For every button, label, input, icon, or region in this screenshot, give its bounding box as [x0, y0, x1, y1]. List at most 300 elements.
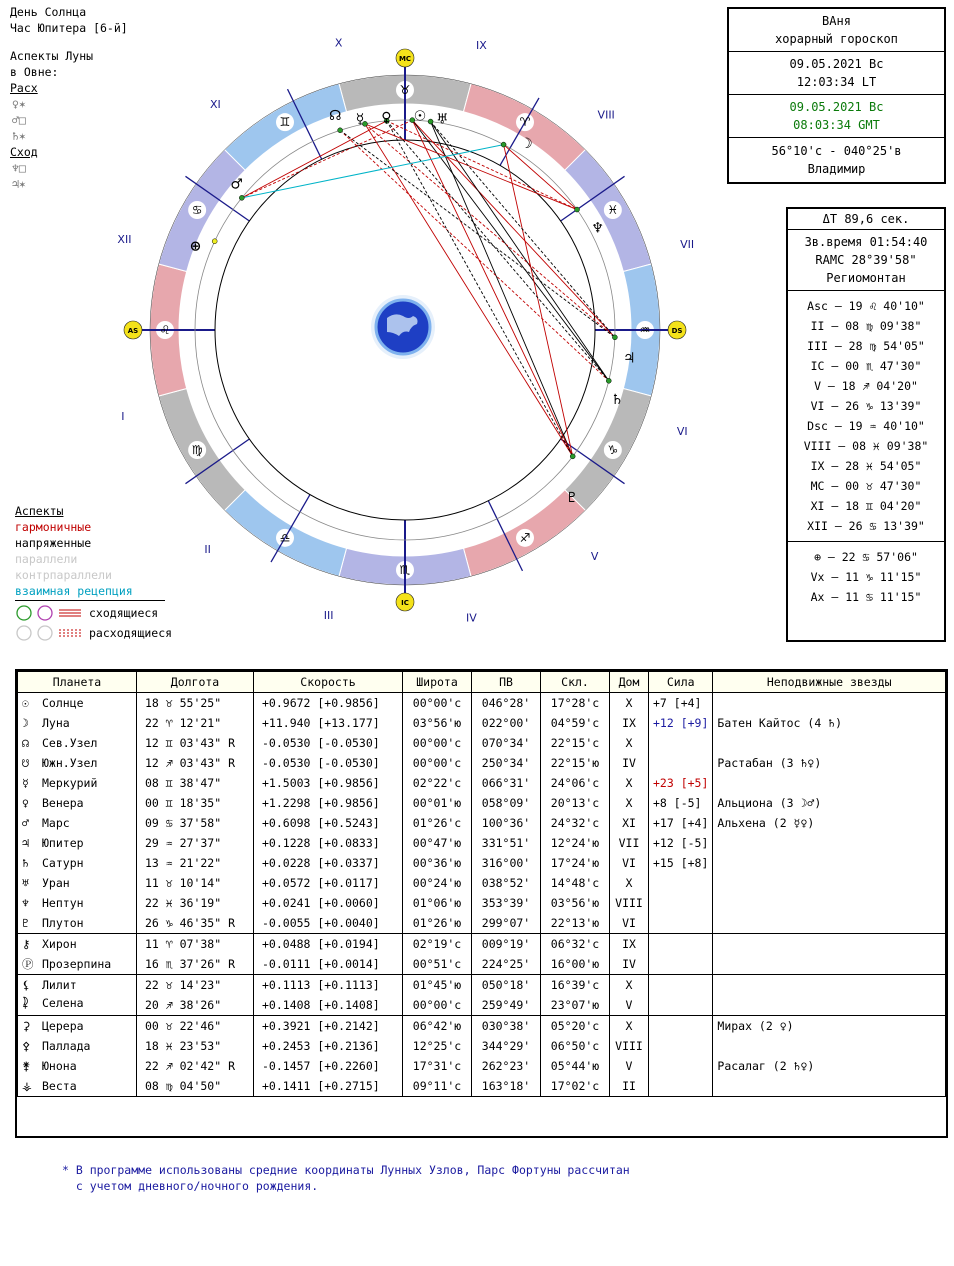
cell-force: [649, 893, 713, 913]
planet-name: Венера: [42, 796, 84, 810]
table-row: [18, 1016, 946, 1037]
planet-glyph-icon: ☿: [22, 776, 29, 790]
cell-lat: 01°26'ю: [403, 913, 472, 934]
col-fixed-stars: Неподвижные звезды: [713, 672, 946, 693]
cell-spd: -0.0530 [-0.0530]: [254, 733, 403, 753]
house-number: V: [590, 549, 599, 563]
cell-lat: 17°31'с: [403, 1056, 472, 1076]
cell-lat: 03°56'ю: [403, 713, 472, 733]
separating-title: Расх: [10, 81, 38, 95]
planet-name: Южн.Узел: [42, 756, 98, 770]
sign-glyph-icon: ♓: [607, 203, 619, 217]
cell-dec: 04°59'с: [541, 713, 610, 733]
sign-glyph-icon: ♒: [639, 323, 651, 337]
angle-label: MC: [398, 55, 412, 63]
cell-ra: 299°07': [472, 913, 541, 934]
table-row: [18, 893, 946, 913]
planet-glyph-icon: ⚴: [22, 1039, 31, 1053]
table-row: [18, 995, 946, 1016]
cell-lon: 26 ♑ 46'35" R: [137, 913, 254, 934]
table-row: [18, 853, 946, 873]
planet-glyph-icon: ♀: [381, 109, 392, 126]
fortune-row: ⊕ – 22 ♋ 57'06": [814, 550, 918, 564]
separating-item: ♂□: [12, 113, 26, 127]
planet-name: Сатурн: [42, 856, 84, 870]
planet-point: [212, 239, 217, 244]
cell-spd: +0.3921 [+0.2142]: [254, 1016, 403, 1037]
house-system: Региомонтан: [826, 271, 906, 285]
planet-point: [501, 142, 506, 147]
col-latitude: Широта: [403, 672, 472, 693]
planet-point: [570, 454, 575, 459]
planet-name: Хирон: [42, 937, 77, 951]
cell-dec: 24°32'с: [541, 813, 610, 833]
planet-cell: [18, 1036, 137, 1056]
applying-item: ♃✶: [12, 177, 26, 191]
aspect-line: [387, 121, 573, 457]
planet-glyph-icon: ♂: [22, 816, 29, 830]
planet-name: Юнона: [42, 1059, 77, 1073]
coordinates: 56°10'с - 040°25'в: [771, 144, 902, 158]
footnote: [62, 1162, 630, 1194]
cell-star: Расалаг (2 ♄♀): [713, 1056, 946, 1076]
cell-lon: 08 ♊ 38'47": [137, 773, 254, 793]
cell-ra: 353°39': [472, 893, 541, 913]
cell-star: [713, 954, 946, 975]
cell-ra: 038°52': [472, 873, 541, 893]
cell-force: +7 [+4]: [649, 693, 713, 714]
cell-dec: 16°39'с: [541, 975, 610, 996]
cell-lat: 00°00'с: [403, 693, 472, 714]
cell-dec: 06°50'с: [541, 1036, 610, 1056]
angle-label: AS: [127, 327, 139, 335]
planet-cell: [18, 873, 137, 893]
legend-title: Аспекты: [15, 504, 64, 518]
cell-force: [649, 873, 713, 893]
cell-lat: 00°00'с: [403, 753, 472, 773]
cell-force: [649, 1016, 713, 1037]
cell-lat: 12°25'с: [403, 1036, 472, 1056]
sign-glyph-icon: ♉: [399, 83, 411, 97]
table-row: [18, 733, 946, 753]
planet-glyph-icon: ☊: [22, 736, 29, 750]
cell-force: [649, 975, 713, 996]
ramc: RAMC 28°39'58": [815, 253, 917, 267]
cell-lat: 09°11'с: [403, 1076, 472, 1097]
planet-name: Церера: [42, 1019, 84, 1033]
house-number: XI: [209, 98, 221, 112]
cell-ra: 046°28': [472, 693, 541, 714]
horoscope-type: хорарный гороскоп: [775, 32, 898, 46]
cell-force: +8 [-5]: [649, 793, 713, 813]
cell-lat: 00°47'ю: [403, 833, 472, 853]
planet-glyph-icon: ♇: [22, 916, 29, 930]
table-row: [18, 693, 946, 714]
cell-spd: +0.0488 [+0.0194]: [254, 934, 403, 955]
cell-ra: 030°38': [472, 1016, 541, 1037]
planet-glyph-icon: ♃: [623, 350, 636, 367]
planet-glyph-icon: ♂: [230, 176, 243, 193]
cell-lon: 18 ♉ 55'25": [137, 693, 254, 714]
planet-point: [612, 335, 617, 340]
cell-dec: 17°02'с: [541, 1076, 610, 1097]
cell-dec: 16°00'ю: [541, 954, 610, 975]
cell-house: X: [610, 693, 649, 714]
cell-ra: 316°00': [472, 853, 541, 873]
cell-spd: -0.0111 [+0.0014]: [254, 954, 403, 975]
cell-lon: 11 ♉ 10'14": [137, 873, 254, 893]
table-row: [18, 954, 946, 975]
cell-dec: 22°13'ю: [541, 913, 610, 934]
horoscope-info-box: [727, 7, 946, 184]
sign-glyph-icon: ♏: [399, 563, 411, 577]
planet-glyph-icon: ♄: [610, 391, 624, 408]
cell-ra: 058°09': [472, 793, 541, 813]
cell-ra: 259°49': [472, 995, 541, 1016]
table-row: [18, 813, 946, 833]
horoscope-wheel: [75, 0, 725, 650]
cell-lon: 00 ♉ 22'46": [137, 1016, 254, 1037]
planet-cell: [18, 693, 137, 714]
cell-house: X: [610, 773, 649, 793]
cell-force: +12 [+9]: [649, 713, 713, 733]
legend-mutual: взаимная рецепция: [15, 584, 133, 598]
planet-glyph-icon: ⚵: [22, 1059, 31, 1073]
planets-table: [15, 669, 948, 1138]
cell-force: [649, 753, 713, 773]
planet-name: Паллада: [42, 1039, 91, 1053]
cell-lat: 01°26'с: [403, 813, 472, 833]
col-planet: Планета: [18, 672, 137, 693]
cell-spd: -0.0055 [+0.0040]: [254, 913, 403, 934]
table-row: [18, 1056, 946, 1076]
planet-point: [606, 378, 611, 383]
separating-item: ♄✶: [12, 129, 26, 143]
sign-glyph-icon: ♍: [191, 443, 203, 457]
cell-spd: +0.2453 [+0.2136]: [254, 1036, 403, 1056]
planet-glyph-icon: ♆: [22, 896, 29, 910]
planet-name: Нептун: [42, 896, 84, 910]
sidereal-time: Зв.время 01:54:40: [804, 235, 928, 249]
cell-star: Альциона (3 ☽♂): [713, 793, 946, 813]
planet-cell: [18, 995, 137, 1016]
cell-spd: +0.9672 [+0.9856]: [254, 693, 403, 714]
cell-star: Альхена (2 ☿♀): [713, 813, 946, 833]
cell-house: X: [610, 1016, 649, 1037]
planet-name: Селена: [42, 995, 84, 1010]
sign-glyph-icon: ♑: [607, 443, 619, 457]
cell-star: Мирах (2 ♀): [713, 1016, 946, 1037]
planet-glyph-icon: ⚳: [22, 1019, 31, 1033]
cell-lat: 00°01'ю: [403, 793, 472, 813]
table-row: [18, 975, 946, 996]
angle-label: IC: [401, 599, 409, 607]
cell-dec: 03°56'ю: [541, 893, 610, 913]
house-number: VI: [676, 424, 688, 438]
cell-star: [713, 934, 946, 955]
legend-parallels: параллели: [15, 552, 78, 566]
aspect-line: [365, 124, 573, 457]
planet-glyph-icon: ♅: [22, 876, 29, 890]
cell-lon: 12 ♐ 03'43" R: [137, 753, 254, 773]
cell-lat: 00°24'ю: [403, 873, 472, 893]
cell-dec: 20°13'с: [541, 793, 610, 813]
col-house: Дом: [610, 672, 649, 693]
cell-spd: +0.1228 [+0.0833]: [254, 833, 403, 853]
sign-glyph-icon: ♈: [519, 115, 531, 130]
footnote-line-2: с учетом дневного/ночного рождения.: [62, 1179, 319, 1193]
table-row: [18, 773, 946, 793]
cell-spd: -0.0530 [-0.0530]: [254, 753, 403, 773]
cell-lat: 00°51'с: [403, 954, 472, 975]
cell-star: [713, 1076, 946, 1097]
cell-star: [713, 873, 946, 893]
col-ra: ПВ: [472, 672, 541, 693]
cusp-row: Asc – 19 ♌ 40'10": [807, 299, 925, 313]
moon-aspects-title: Аспекты Луны: [10, 49, 94, 63]
cell-house: V: [610, 1056, 649, 1076]
planet-cell: [18, 893, 137, 913]
cell-lon: 22 ♐ 02'42" R: [137, 1056, 254, 1076]
cell-lon: 29 ♒ 27'37": [137, 833, 254, 853]
cell-star: [713, 693, 946, 714]
cell-star: [713, 1036, 946, 1056]
cell-star: [713, 893, 946, 913]
planet-glyph-icon: ☽: [520, 135, 533, 152]
cell-house: X: [610, 793, 649, 813]
planet-name: Меркурий: [42, 776, 98, 790]
cell-spd: -0.1457 [+0.2260]: [254, 1056, 403, 1076]
cell-force: [649, 733, 713, 753]
col-longitude: Долгота: [137, 672, 254, 693]
aspect-legend: [15, 503, 173, 644]
cell-ra: 344°29': [472, 1036, 541, 1056]
cusp-row: VIII – 08 ♓ 09'38": [803, 439, 929, 453]
cell-lat: 01°06'ю: [403, 893, 472, 913]
cell-lon: 16 ♏ 37'26" R: [137, 954, 254, 975]
planet-glyph-icon: ♀: [22, 796, 29, 810]
cell-ra: 050°18': [472, 975, 541, 996]
planet-name: Луна: [42, 716, 70, 730]
cusp-row: XI – 18 ♊ 04'20": [810, 499, 922, 513]
planet-glyph-icon: ♇: [565, 489, 579, 506]
cell-force: +17 [+4]: [649, 813, 713, 833]
cell-lon: 18 ♓ 23'53": [137, 1036, 254, 1056]
table-row: [18, 833, 946, 853]
angle-label: DS: [671, 327, 683, 335]
cell-lat: 00°00'с: [403, 733, 472, 753]
cell-star: Батен Кайтос (4 ♄): [713, 713, 946, 733]
cell-ra: 022°00': [472, 713, 541, 733]
cell-spd: +0.0228 [+0.0337]: [254, 853, 403, 873]
local-date: 09.05.2021 Вс: [789, 57, 884, 71]
planet-name: Веста: [42, 1079, 77, 1093]
aspect-lines: [242, 120, 615, 456]
cell-ra: 262°23': [472, 1056, 541, 1076]
cell-dec: 22°15'ю: [541, 753, 610, 773]
cusp-row: XII – 26 ♋ 13'39": [807, 519, 925, 533]
cell-ra: 163°18': [472, 1076, 541, 1097]
legend-separating: расходящиеся: [89, 626, 173, 640]
planet-name: Марс: [42, 816, 70, 830]
planet-cell: [18, 853, 137, 873]
sign-glyph-icon: ♎: [279, 530, 291, 545]
planet-glyph-icon: ♃: [22, 836, 29, 850]
col-force: Сила: [649, 672, 713, 693]
cell-dec: 05°20'с: [541, 1016, 610, 1037]
cell-ra: 066°31': [472, 773, 541, 793]
planet-name: Солнце: [42, 696, 84, 710]
legend-harmonic: гармоничные: [15, 520, 92, 534]
cell-house: XI: [610, 813, 649, 833]
cell-dec: 22°15'с: [541, 733, 610, 753]
house-number: XII: [117, 232, 132, 246]
cell-force: [649, 913, 713, 934]
cell-house: X: [610, 733, 649, 753]
planet-name: Уран: [42, 876, 70, 890]
cell-lat: 06°42'ю: [403, 1016, 472, 1037]
planet-glyph-icon: ⚷: [22, 937, 31, 951]
house-number: III: [323, 608, 334, 622]
cell-spd: +0.0572 [+0.0117]: [254, 873, 403, 893]
cell-spd: +0.1408 [+0.1408]: [254, 995, 403, 1016]
cell-house: X: [610, 975, 649, 996]
table-row: [18, 1036, 946, 1056]
planet-glyph-icon: ⯝: [22, 995, 29, 1010]
table-row: [18, 934, 946, 955]
cell-ra: 224°25': [472, 954, 541, 975]
gmt-date: 09.05.2021 Вс: [789, 100, 884, 114]
cusp-row: II – 08 ♍ 09'38": [810, 319, 922, 333]
applying-title: Сход: [10, 145, 38, 159]
planet-glyph-icon: ☉: [22, 696, 29, 710]
cell-force: +23 [+5]: [649, 773, 713, 793]
house-number: VII: [680, 237, 695, 251]
cell-spd: +0.0241 [+0.0060]: [254, 893, 403, 913]
col-speed: Скорость: [254, 672, 403, 693]
planet-cell: [18, 773, 137, 793]
house-number: VIII: [597, 108, 615, 122]
cell-spd: +0.1113 [+0.1113]: [254, 975, 403, 996]
cell-star: [713, 733, 946, 753]
cell-lat: 00°00'с: [403, 995, 472, 1016]
cusps-box: [786, 207, 946, 642]
cell-house: VI: [610, 853, 649, 873]
cell-spd: +11.940 [+13.177]: [254, 713, 403, 733]
cell-dec: 23°07'ю: [541, 995, 610, 1016]
cell-lon: 22 ♉ 14'23": [137, 975, 254, 996]
cusp-row: III – 28 ♍ 54'05": [807, 339, 925, 353]
separating-item: ♀✶: [12, 97, 26, 111]
cusp-row: IX – 28 ♓ 54'05": [810, 459, 922, 473]
footnote-line-1: * В программе использованы средние координаты Лунных Узлов, Парс Фортуны рассчитан: [62, 1163, 630, 1177]
cell-force: +15 [+8]: [649, 853, 713, 873]
cell-lon: 00 ♊ 18'35": [137, 793, 254, 813]
cell-house: IV: [610, 753, 649, 773]
cell-force: [649, 1076, 713, 1097]
cell-spd: +0.6098 [+0.5243]: [254, 813, 403, 833]
cell-house: VII: [610, 833, 649, 853]
cell-dec: 17°24'ю: [541, 853, 610, 873]
planet-name: Лилит: [42, 978, 77, 992]
cell-ra: 009°19': [472, 934, 541, 955]
vertex-row: Vx – 11 ♑ 11'15": [810, 570, 922, 584]
planet-glyph-icon: ☿: [355, 111, 365, 128]
delta-t: ΔT 89,6 сек.: [788, 209, 944, 230]
hour-ruler: Час Юпитера [6-й]: [10, 21, 128, 35]
cusp-row: MC – 00 ♉ 47'30": [810, 479, 922, 493]
cusp-row: VI – 26 ♑ 13'39": [810, 399, 922, 413]
cell-force: [649, 995, 713, 1016]
table-row: [18, 753, 946, 773]
table-row: [18, 1076, 946, 1097]
cell-lon: 22 ♈ 12'21": [137, 713, 254, 733]
house-number: IV: [465, 611, 477, 625]
planet-cell: [18, 1016, 137, 1037]
planet-point: [338, 128, 343, 133]
table-header-row: [18, 672, 946, 693]
house-number: II: [204, 543, 211, 557]
cell-house: V: [610, 995, 649, 1016]
applying-item: ♆□: [12, 161, 26, 175]
cell-star: [713, 995, 946, 1016]
aspect-line: [431, 122, 573, 457]
cell-dec: 06°32'с: [541, 934, 610, 955]
sign-glyph-icon: ♌: [159, 323, 171, 337]
cell-lon: 12 ♊ 03'43" R: [137, 733, 254, 753]
cusp-row: IC – 00 ♏ 47'30": [810, 359, 922, 373]
cell-house: VIII: [610, 893, 649, 913]
planet-glyph-icon: ♅: [436, 111, 449, 128]
cell-star: [713, 833, 946, 853]
cell-house: IV: [610, 954, 649, 975]
cusp-row: Dsc – 19 ♒ 40'10": [807, 419, 925, 433]
planet-glyph-icon: ♄: [22, 856, 29, 870]
applying-marker-icon: [15, 604, 85, 622]
cell-lat: 02°22'с: [403, 773, 472, 793]
sign-glyph-icon: ♐: [519, 530, 531, 545]
legend-applying: сходящиеся: [89, 606, 159, 620]
house-number: IX: [475, 39, 487, 53]
moon-aspects-sign: в Овне:: [10, 65, 59, 79]
planet-point: [428, 119, 433, 124]
cell-dec: 17°28'с: [541, 693, 610, 714]
planet-point: [239, 195, 244, 200]
planet-cell: [18, 813, 137, 833]
cell-lon: 08 ♍ 04'50": [137, 1076, 254, 1097]
city: Владимир: [807, 162, 866, 176]
cell-ra: 070°34': [472, 733, 541, 753]
planet-cell: [18, 1076, 137, 1097]
planet-glyph-icon: ☉: [413, 108, 427, 125]
planet-point: [575, 207, 580, 212]
planet-name: Юпитер: [42, 836, 84, 850]
gmt-time: 08:03:34 GMT: [793, 118, 880, 132]
cell-lon: 13 ♒ 21'22": [137, 853, 254, 873]
cell-spd: +1.2298 [+0.9856]: [254, 793, 403, 813]
earth-icon: [371, 295, 435, 359]
cell-star: [713, 913, 946, 934]
cell-house: VI: [610, 913, 649, 934]
cell-lat: 00°36'ю: [403, 853, 472, 873]
planet-cell: [18, 1056, 137, 1076]
planet-cell: [18, 954, 137, 975]
cell-house: X: [610, 873, 649, 893]
legend-tense: напряженные: [15, 536, 92, 550]
cell-dec: 05°44'ю: [541, 1056, 610, 1076]
planet-glyph-icon: ♆: [591, 220, 604, 237]
planet-cell: [18, 713, 137, 733]
